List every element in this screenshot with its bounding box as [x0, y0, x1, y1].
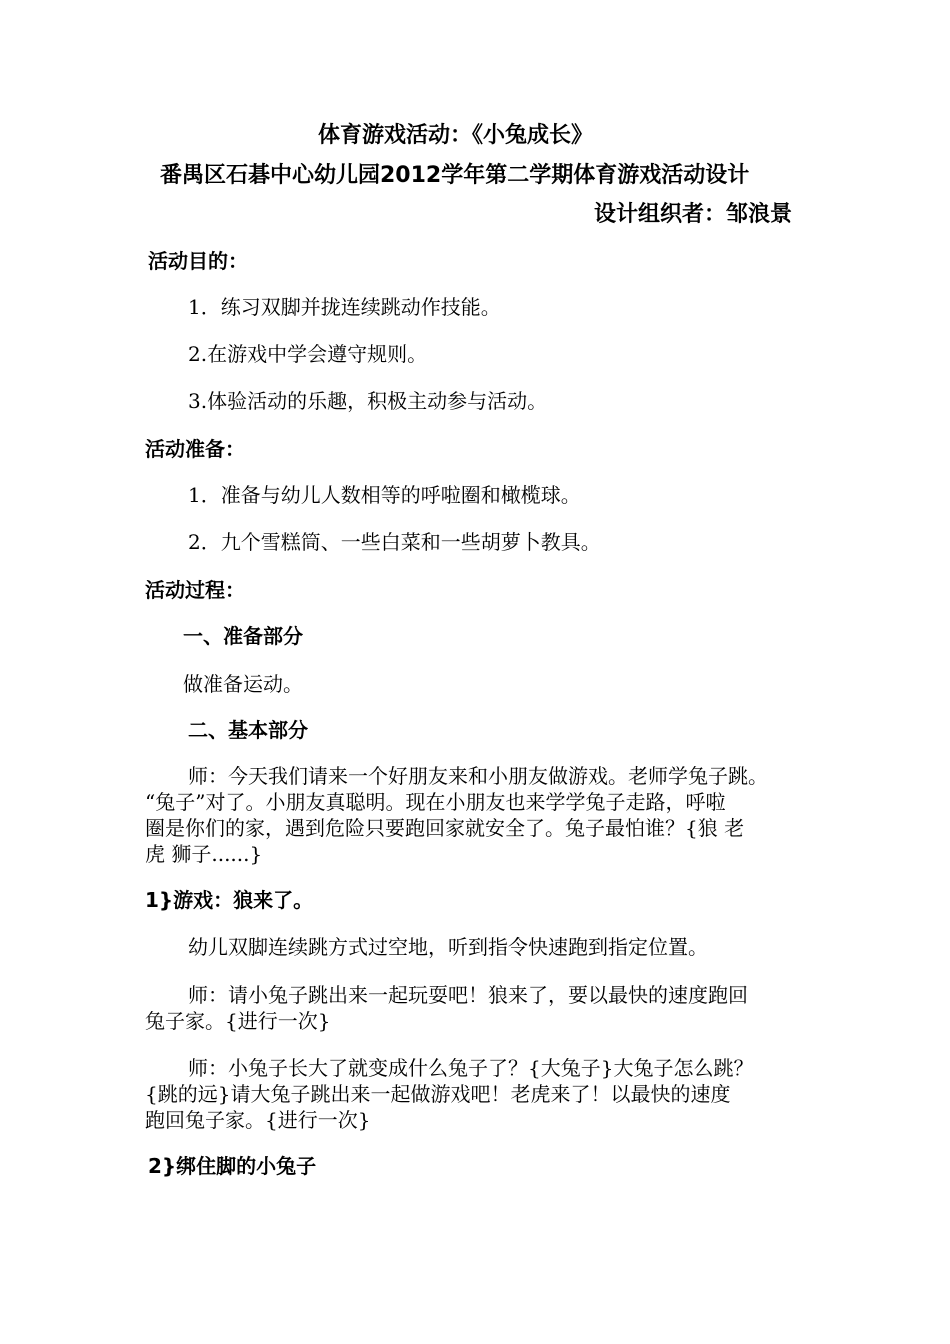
- paragraph-line: 师：小兔子长大了就变成什么兔子了？{大兔子}大兔子怎么跳？: [188, 1056, 754, 1080]
- teacher-paragraph-2: [145, 982, 825, 1034]
- part1-text: 做准备运动。: [183, 672, 303, 696]
- prep-heading: 活动准备：: [145, 437, 245, 461]
- paragraph-line: {跳的远}请大兔子跳出来一起做游戏吧！老虎来了！以最快的速度: [145, 1082, 731, 1106]
- goals-heading: 活动目的：: [148, 249, 248, 273]
- paragraph-line: 圈是你们的家，遇到危险只要跑回家就安全了。兔子最怕谁？{狼 老: [145, 816, 745, 840]
- goal-item-2: 2.在游戏中学会遵守规则。: [188, 342, 428, 366]
- paragraph-line: 师：请小兔子跳出来一起玩耍吧！狼来了，要以最快的速度跑回: [188, 983, 748, 1007]
- goal-item-3: 3.体验活动的乐趣，积极主动参与活动。: [188, 389, 548, 413]
- teacher-paragraph-1: [145, 763, 825, 867]
- paragraph-line: 兔子家。{进行一次}: [145, 1009, 331, 1033]
- part2-heading: 二、基本部分: [188, 718, 308, 742]
- paragraph-line: 跑回兔子家。{进行一次}: [145, 1108, 371, 1132]
- game1-description: 幼儿双脚连续跳方式过空地，听到指令快速跑到指定位置。: [188, 935, 708, 959]
- document-subtitle: 番禺区石碁中心幼儿园2012学年第二学期体育游戏活动设计: [160, 163, 750, 188]
- document-author: 设计组织者：邹浪景: [594, 202, 793, 227]
- goal-item-1: 1．练习双脚并拢连续跳动作技能。: [188, 295, 501, 319]
- paragraph-line: “兔子”对了。小朋友真聪明。现在小朋友也来学学兔子走路，呼啦: [145, 790, 726, 814]
- game2-heading: 2}绑住脚的小兔子: [148, 1154, 317, 1178]
- document-title: 体育游戏活动：《小兔成长》: [318, 123, 594, 148]
- game1-heading: 1}游戏：狼来了。: [145, 888, 314, 912]
- paragraph-line: 虎 狮子......}: [145, 842, 263, 866]
- process-heading: 活动过程：: [145, 578, 245, 602]
- paragraph-line: 师：今天我们请来一个好朋友来和小朋友做游戏。老师学兔子跳。: [188, 764, 768, 788]
- teacher-paragraph-3: [145, 1055, 825, 1133]
- prep-item-2: 2．九个雪糕筒、一些白菜和一些胡萝卜教具。: [188, 530, 601, 554]
- part1-heading: 一、准备部分: [183, 624, 303, 648]
- prep-item-1: 1．准备与幼儿人数相等的呼啦圈和橄榄球。: [188, 483, 581, 507]
